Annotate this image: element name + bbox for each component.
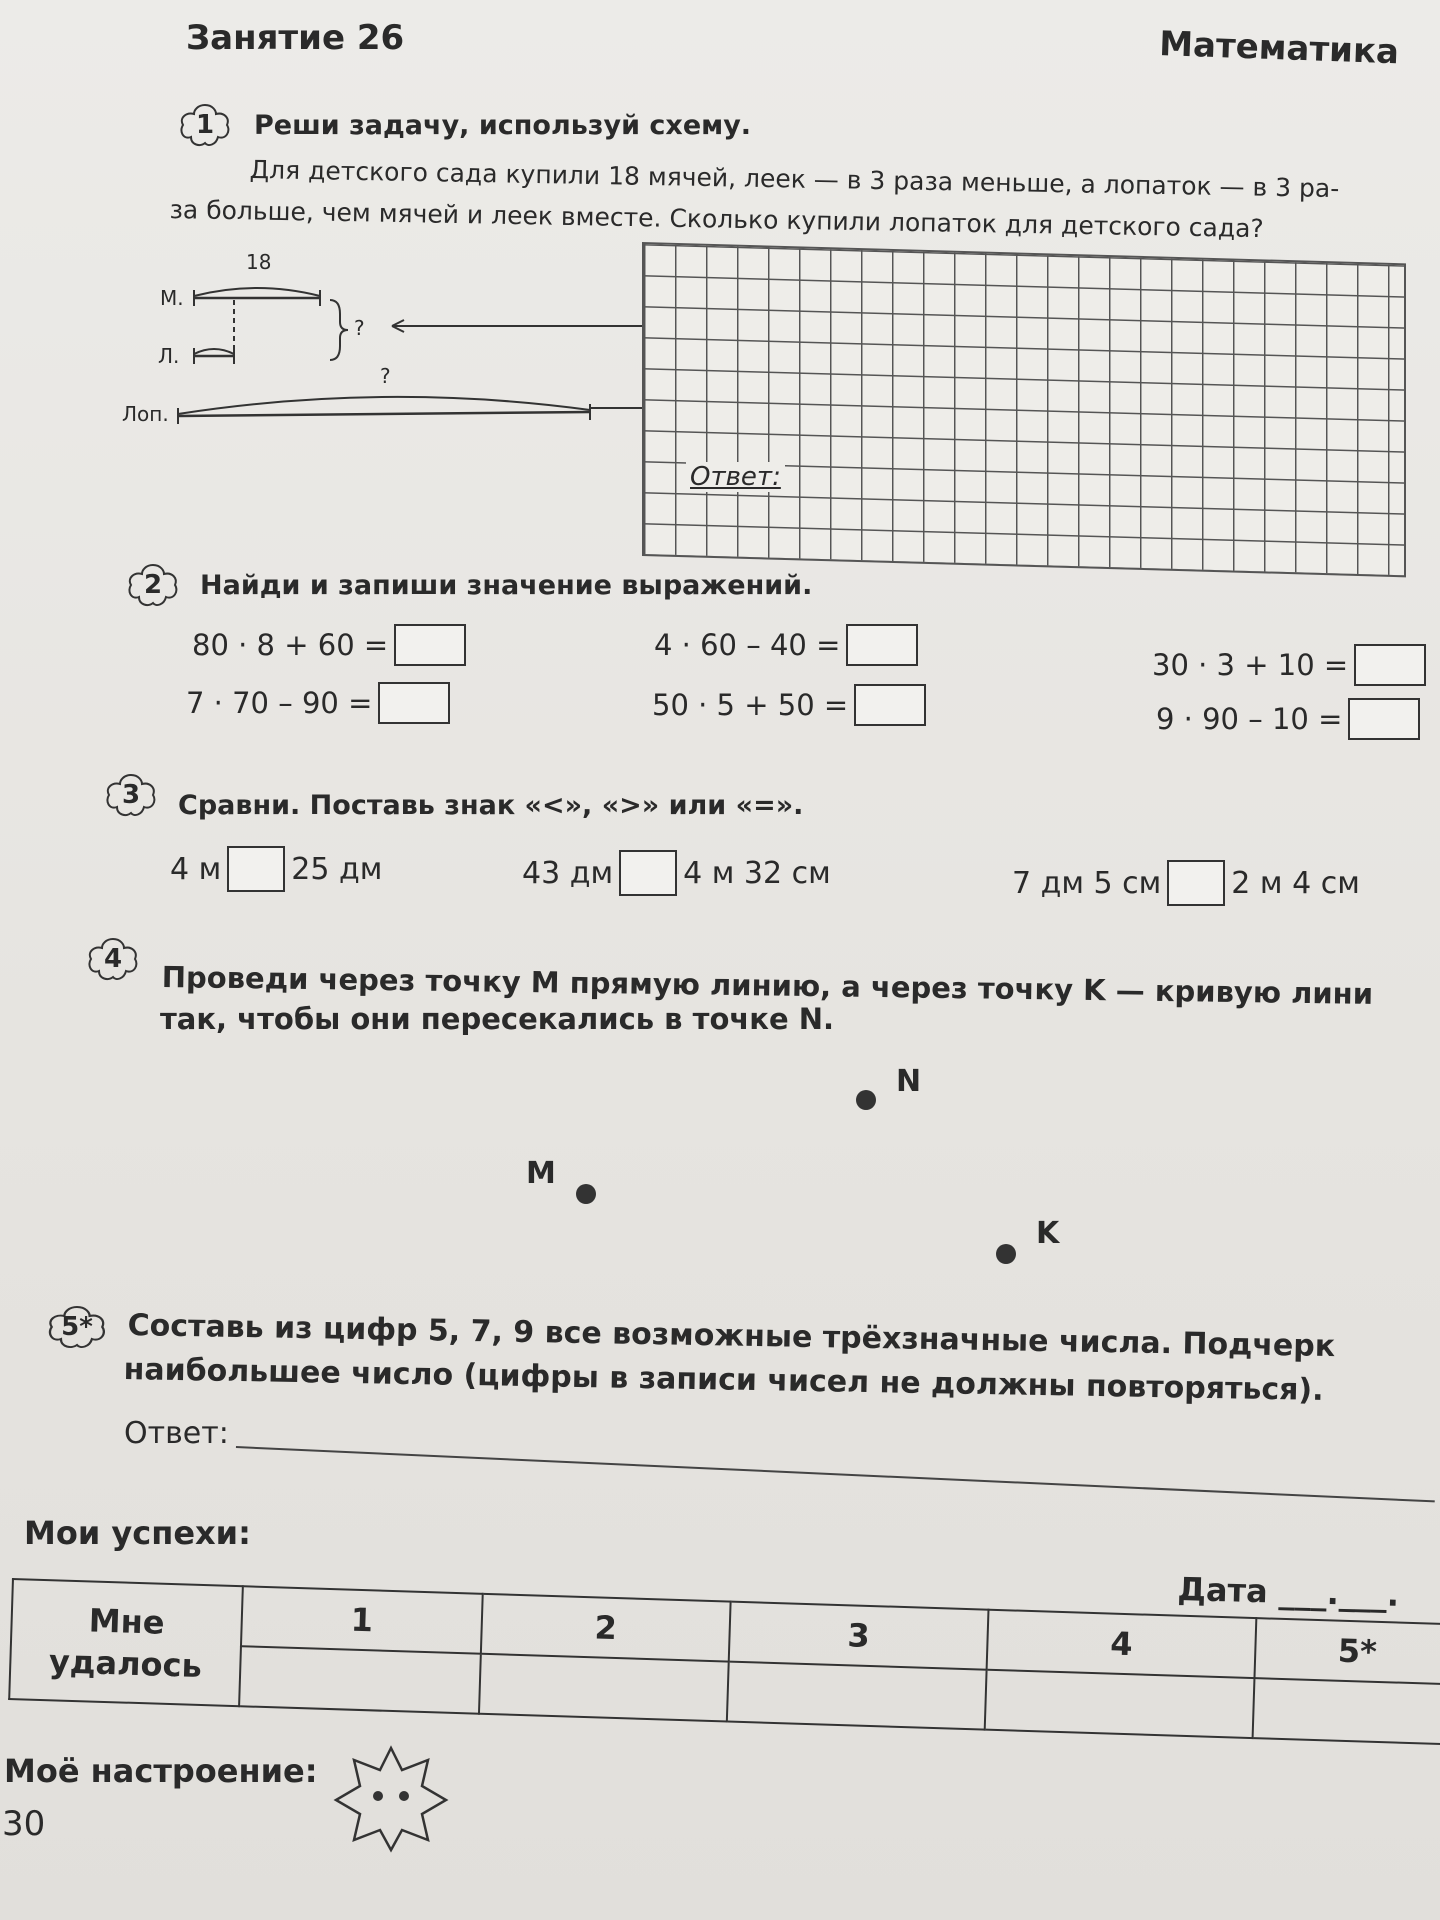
answer-line[interactable] xyxy=(236,1446,1435,1502)
row-header-line2: удалось xyxy=(48,1642,203,1685)
column-header: 2 xyxy=(481,1594,731,1662)
answer-box[interactable] xyxy=(378,682,450,724)
expression-5-text: 30 · 3 + 10 = xyxy=(1152,648,1349,682)
answer-box[interactable] xyxy=(394,624,466,666)
expression-6-text: 9 · 90 – 10 = xyxy=(1156,702,1343,736)
answer-box[interactable] xyxy=(1348,698,1420,740)
scheme-question-sum: ? xyxy=(354,316,365,340)
point-n-label: N xyxy=(896,1064,922,1099)
task-1-text-line1: Для детского сада купили 18 мячей, леек — в 3 раза меньше, а лопаток — в 3 ра- xyxy=(249,154,1340,204)
compare-2-right: 4 м 32 см xyxy=(683,855,831,891)
page-number: 30 xyxy=(2,1804,46,1844)
task-2-badge xyxy=(126,562,180,608)
compare-3-right: 2 м 4 см xyxy=(1231,865,1360,901)
compare-1-right: 25 дм xyxy=(291,851,383,887)
task-5-text-line2: наибольшее число (цифры в записи чисел не должны повторяться). xyxy=(123,1352,1324,1408)
compare-box[interactable] xyxy=(1167,860,1225,906)
column-header: 5* xyxy=(1254,1618,1440,1684)
point-n[interactable] xyxy=(856,1090,876,1110)
answer-box[interactable] xyxy=(854,684,926,726)
task-3-badge xyxy=(104,772,158,818)
task-4-number: 4 xyxy=(103,944,123,974)
mood-star-icon[interactable] xyxy=(332,1744,450,1854)
expression-4-text: 50 · 5 + 50 = xyxy=(652,688,849,722)
task-1-number: 1 xyxy=(195,110,215,140)
point-m[interactable] xyxy=(576,1184,596,1204)
expression-1 xyxy=(192,624,466,666)
point-k[interactable] xyxy=(996,1244,1016,1264)
compare-box[interactable] xyxy=(619,850,677,896)
expression-3 xyxy=(654,624,918,666)
expression-2-text: 7 · 70 – 90 = xyxy=(186,686,373,720)
task-5-text-line1: Составь из цифр 5, 7, 9 все возможные трёхзначные числа. Подчерк xyxy=(127,1308,1336,1365)
success-title: Мои успехи: xyxy=(24,1514,251,1552)
task-3-title: Сравни. Поставь знак «<», «>» или «=». xyxy=(178,790,804,821)
answer-grid[interactable] xyxy=(642,242,1406,577)
compare-2-left: 43 дм xyxy=(522,855,614,891)
task-4-badge xyxy=(86,936,140,982)
success-cell[interactable] xyxy=(239,1646,481,1714)
scheme-label-cans: Л. xyxy=(158,344,180,368)
expression-1-text: 80 · 8 + 60 = xyxy=(192,628,389,662)
task-4-text-line1: Проведи через точку М прямую линию, а через точку K — кривую лини xyxy=(161,960,1374,1011)
success-cell[interactable] xyxy=(985,1670,1255,1738)
success-cell[interactable] xyxy=(1253,1678,1440,1744)
task-4-text-line2: так, чтобы они пересекались в точке N. xyxy=(160,1002,835,1036)
success-cell[interactable] xyxy=(479,1654,729,1722)
scheme-label-shovels: Лоп. xyxy=(122,402,169,426)
answer-box[interactable] xyxy=(846,624,918,666)
expression-6 xyxy=(1156,698,1420,740)
task-5-badge xyxy=(46,1304,108,1350)
subject-title: Математика xyxy=(1158,24,1400,73)
task-1-answer-label: Ответ: xyxy=(686,462,785,492)
task-2-title: Найди и запиши значение выражений. xyxy=(200,570,813,601)
column-header: 4 xyxy=(987,1610,1257,1678)
scheme-value-balls: 18 xyxy=(246,250,272,274)
task-5-answer-label: Ответ: xyxy=(124,1416,229,1451)
row-header-line1: Мне xyxy=(88,1601,166,1642)
point-m-label: М xyxy=(526,1156,556,1191)
answer-box[interactable] xyxy=(1354,644,1426,686)
scheme-diagram xyxy=(170,270,650,430)
scheme-question-shovels: ? xyxy=(380,364,391,388)
task-2-number: 2 xyxy=(143,570,163,600)
expression-3-text: 4 · 60 – 40 = xyxy=(654,628,841,662)
row-header-cell xyxy=(9,1579,243,1706)
compare-box[interactable] xyxy=(227,846,285,892)
compare-pair-1 xyxy=(170,846,382,892)
lesson-title: Занятие 26 xyxy=(186,18,405,58)
column-header: 3 xyxy=(729,1602,989,1670)
expression-5 xyxy=(1152,644,1426,686)
expression-2 xyxy=(186,682,450,724)
expression-4 xyxy=(652,684,926,726)
compare-pair-3 xyxy=(1012,860,1360,906)
task-1-title: Реши задачу, используй схему. xyxy=(254,110,752,141)
success-cell[interactable] xyxy=(727,1662,987,1730)
task-1-text-line2: за больше, чем мячей и леек вместе. Сколько купили лопаток для детского сада? xyxy=(169,194,1264,244)
compare-1-left: 4 м xyxy=(170,851,222,887)
task-3-number: 3 xyxy=(121,780,141,810)
task-5-number: 5* xyxy=(61,1312,93,1342)
date-label: Дата ___.___. xyxy=(1177,1570,1400,1614)
task-1-badge xyxy=(178,102,232,148)
compare-3-left: 7 дм 5 см xyxy=(1012,865,1162,901)
column-header: 1 xyxy=(241,1586,483,1654)
point-k-label: K xyxy=(1036,1216,1060,1251)
mood-label: Моё настроение: xyxy=(4,1752,318,1790)
compare-pair-2 xyxy=(522,850,831,896)
scheme-label-balls: М. xyxy=(160,286,184,310)
